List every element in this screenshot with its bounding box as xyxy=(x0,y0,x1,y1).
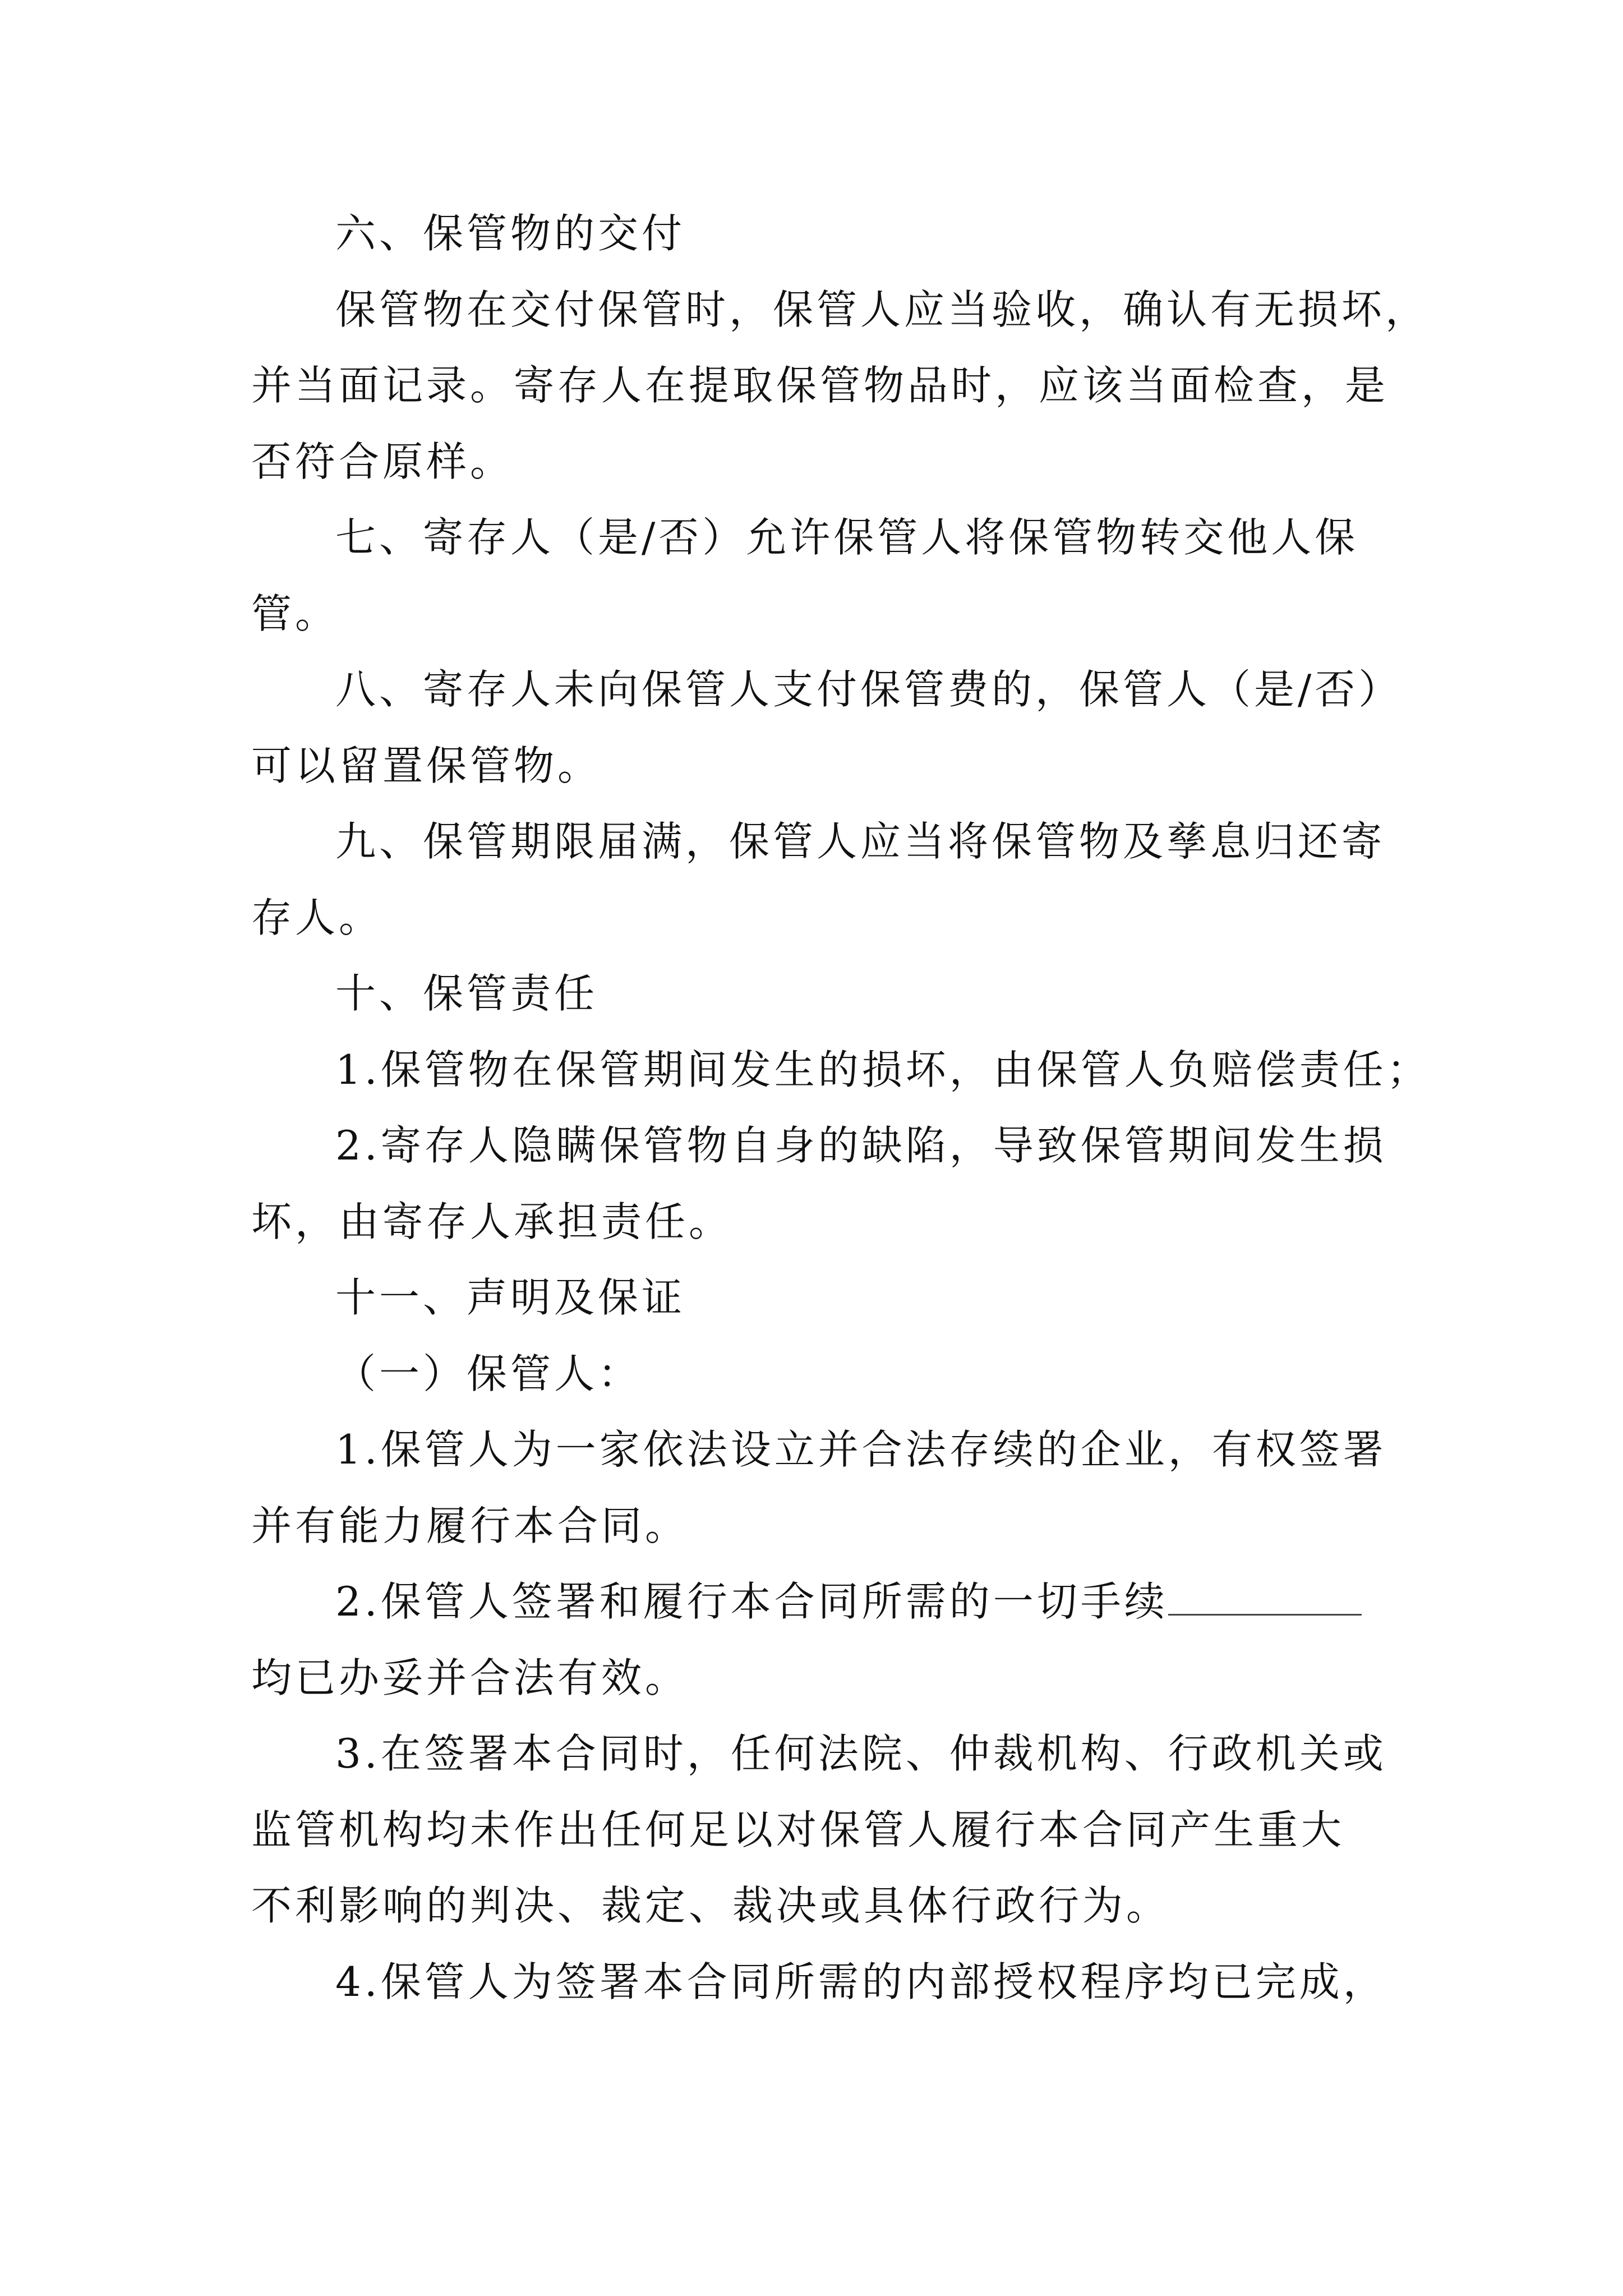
paragraph-text: 2.保管人签署和履行本合同所需的一切手续 xyxy=(335,1578,1168,1625)
paragraph-line: 监管机构均未作出任何足以对保管人履行本合同产生重大 xyxy=(251,1806,1345,1853)
paragraph-line: 4.保管人为签署本合同所需的内部授权程序均已完成， xyxy=(335,1958,1387,2005)
paragraph-line: 3.在签署本合同时，任何法院、仲裁机构、行政机关或 xyxy=(335,1730,1387,1777)
section-heading-10: 十、保管责任 xyxy=(335,970,598,1017)
paragraph-line: 否符合原样。 xyxy=(251,438,514,485)
fill-in-blank xyxy=(1168,1582,1362,1616)
paragraph-line: 不利影响的判决、裁定、裁决或具体行政行为。 xyxy=(251,1882,1170,1929)
paragraph-line: 均已办妥并合法有效。 xyxy=(251,1654,689,1701)
section-heading-9: 九、保管期限届满，保管人应当将保管物及孳息归还寄 xyxy=(335,818,1386,865)
paragraph-line: 并有能力履行本合同。 xyxy=(251,1502,689,1549)
paragraph-line-with-blank xyxy=(335,1575,1362,1628)
subsection-heading: （一）保管人： xyxy=(335,1350,642,1397)
section-heading-6: 六、保管物的交付 xyxy=(335,210,686,257)
section-heading-11: 十一、声明及保证 xyxy=(335,1274,686,1321)
paragraph-line: 2.寄存人隐瞒保管物自身的缺陷，导致保管期间发生损 xyxy=(335,1122,1387,1169)
paragraph-line: 坏，由寄存人承担责任。 xyxy=(251,1198,733,1245)
section-heading-8: 八、寄存人未向保管人支付保管费的，保管人（是/否） xyxy=(335,666,1403,713)
paragraph-line: 1.保管物在保管期间发生的损坏，由保管人负赔偿责任； xyxy=(335,1046,1431,1093)
section-heading-7: 七、寄存人（是/否）允许保管人将保管物转交他人保 xyxy=(335,514,1359,561)
paragraph-line: 保管物在交付保管时，保管人应当验收，确认有无损坏， xyxy=(335,286,1430,333)
paragraph-line: 可以留置保管物。 xyxy=(251,742,602,789)
paragraph-line: 并当面记录。寄存人在提取保管物品时，应该当面检查，是 xyxy=(251,362,1389,409)
paragraph-line: 管。 xyxy=(251,590,339,637)
paragraph-line: 存人。 xyxy=(251,894,383,941)
paragraph-line: 1.保管人为一家依法设立并合法存续的企业，有权签署 xyxy=(335,1426,1387,1473)
